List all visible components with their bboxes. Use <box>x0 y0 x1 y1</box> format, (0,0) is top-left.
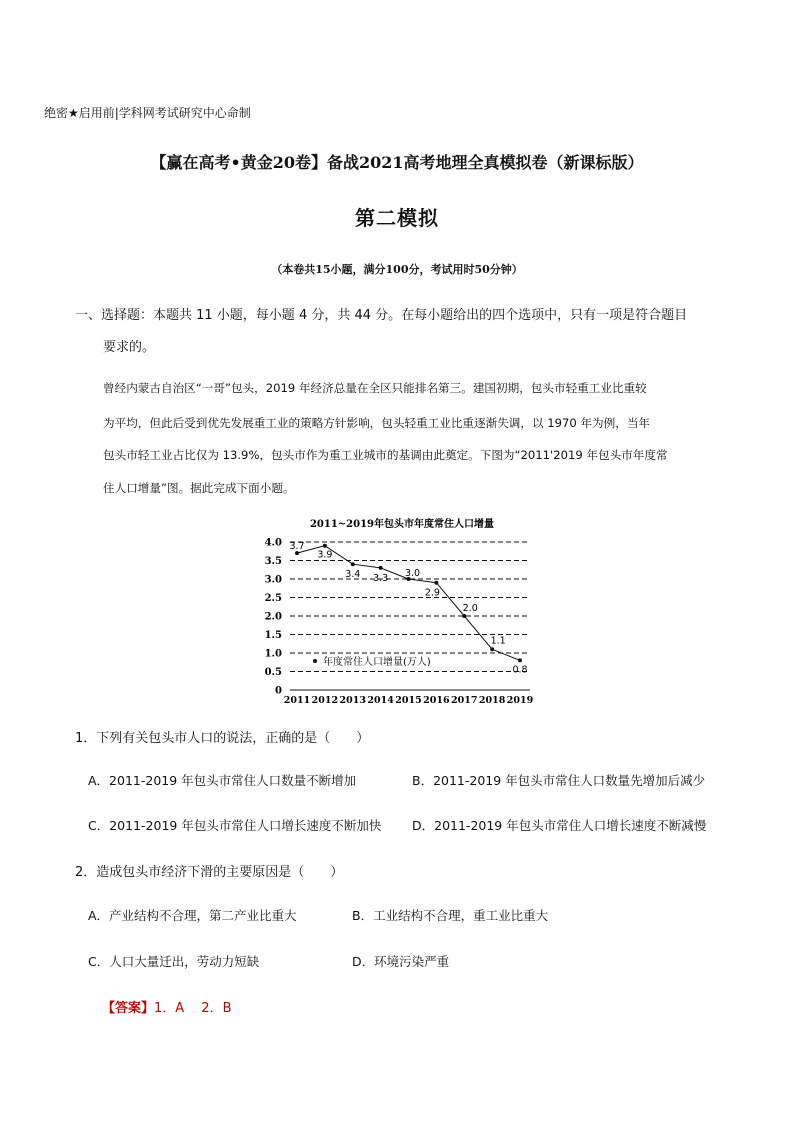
section-heading-line1: 一、选择题：本题共 11 小题，每小题 4 分，共 44 分。在每小题给出的四个选项中，只有一项是符合题目 <box>75 308 688 323</box>
section-heading-line2: 要求的。 <box>103 340 156 355</box>
x-tick-label: 2019 <box>506 695 534 704</box>
data-label: 2.9 <box>424 587 440 599</box>
data-label: 0.8 <box>512 664 528 676</box>
data-point <box>323 544 327 548</box>
exam-subtitle: 第二模拟 <box>355 206 439 230</box>
answer-text: 1．A 2．B <box>154 1001 232 1016</box>
data-point <box>379 566 383 570</box>
data-label: 3.7 <box>289 541 305 553</box>
answer-line <box>102 997 232 1016</box>
y-tick-label: 0 <box>275 685 282 697</box>
question-1-option-a: A．2011-2019 年包头市常住人口数量不断增加 <box>88 773 357 788</box>
y-tick-label: 0.5 <box>264 667 282 678</box>
data-point <box>462 614 466 618</box>
population-line-chart <box>262 512 536 704</box>
data-label: 3.9 <box>317 549 333 561</box>
question-2-option-b: B．工业结构不合理，重工业比重大 <box>352 908 549 923</box>
x-tick-label: 2012 <box>311 695 339 704</box>
x-tick-label: 2011 <box>283 695 311 704</box>
x-tick-label: 2016 <box>423 695 450 704</box>
legend-marker <box>313 659 317 663</box>
question-2-stem: 2．造成包头市经济下滑的主要原因是（ ） <box>75 865 344 880</box>
x-tick-label: 2018 <box>478 695 506 704</box>
y-tick-label: 2.5 <box>264 593 282 604</box>
exam-title: 【赢在高考•黄金20卷】备战2021高考地理全真模拟卷（新课标版） <box>150 153 644 172</box>
passage-line: 住人口增量”图。据此完成下面小题。 <box>103 481 295 495</box>
data-label: 1.1 <box>490 635 506 647</box>
data-point <box>351 562 355 566</box>
x-tick-label: 2015 <box>395 695 422 704</box>
question-2-option-a: A．产业结构不合理，第二产业比重大 <box>88 908 297 923</box>
passage-line: 为平均，但此后受到优先发展重工业的策略方针影响，包头轻重工业比重逐渐失调，以 1970 年为例，当年 <box>103 416 651 430</box>
answer-label: 【答案】 <box>102 1001 155 1016</box>
data-point <box>490 647 494 651</box>
data-label: 3.0 <box>404 568 421 579</box>
question-1-option-d: D．2011-2019 年包头市常住人口增长速度不断减慢 <box>412 818 707 833</box>
y-tick-label: 1.5 <box>264 630 282 641</box>
data-point <box>518 658 522 662</box>
question-1-option-c: C．2011-2019 年包头市常住人口增长速度不断加快 <box>88 818 382 833</box>
data-label: 3.4 <box>345 569 361 581</box>
x-tick-label: 2017 <box>451 695 478 704</box>
passage-line: 曾经内蒙古自治区“一哥”包头，2019 年经济总量在全区只能排名第三。建国初期，包头市轻重工业比重较 <box>103 381 647 395</box>
data-label: 3.3 <box>373 572 389 584</box>
y-tick-label: 2.0 <box>264 611 282 623</box>
series-line <box>297 546 520 661</box>
chart-title: 2011~2019年包头市年度常住人口增量 <box>309 519 495 530</box>
y-tick-label: 4.0 <box>264 537 282 549</box>
data-point <box>434 581 438 585</box>
x-tick-label: 2014 <box>367 695 394 704</box>
legend-label: 年度常住人口增量(万人) <box>323 657 431 668</box>
x-tick-label: 2013 <box>339 695 366 704</box>
passage-line: 包头市轻工业占比仅为 13.9%，包头市作为重工业城市的基调由此奠定。下图为“2011'2019 年包头市年度常 <box>103 448 668 462</box>
y-tick-label: 1.0 <box>264 648 282 660</box>
question-2-option-d: D．环境污染严重 <box>352 954 450 969</box>
data-label: 2.0 <box>462 603 478 614</box>
question-1-stem: 1．下列有关包头市人口的说法，正确的是（ ） <box>75 731 370 746</box>
question-2-option-c: C．人口大量迁出，劳动力短缺 <box>88 954 260 969</box>
y-tick-label: 3.5 <box>264 556 282 567</box>
confidential-note: 绝密★启用前|学科网考试研究中心命制 <box>44 106 251 120</box>
question-1-option-b: B．2011-2019 年包头市常住人口数量先增加后减少 <box>412 773 706 788</box>
y-tick-label: 3.0 <box>264 574 282 586</box>
exam-note: （本卷共15小题，满分100分，考试用时50分钟） <box>271 263 523 276</box>
